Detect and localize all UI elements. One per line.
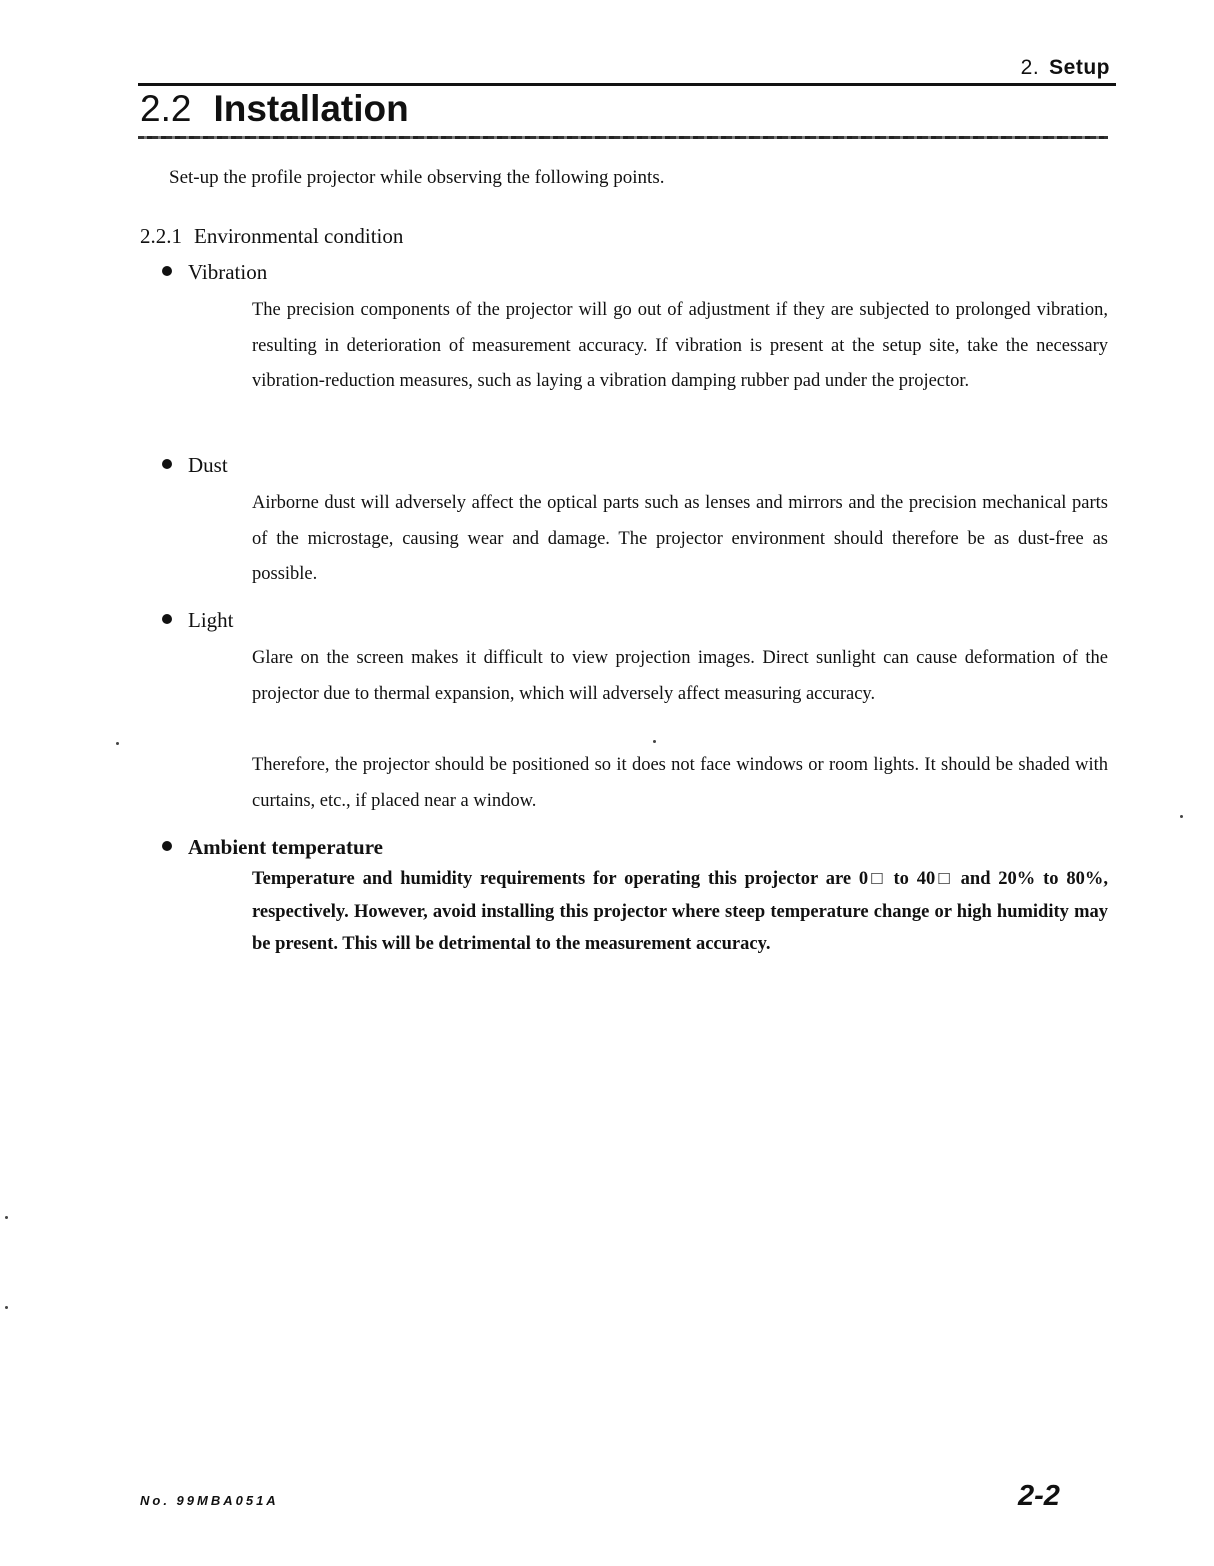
chapter-header: [1021, 56, 1110, 80]
bullet-ambient-temperature: [162, 834, 383, 860]
bullet-heading: Light: [188, 608, 234, 632]
paragraph-light-1: Glare on the screen makes it difficult to view projection images. Direct sunlight can cause deformation of the projector due to thermal expansion, which will adversely affect measuring accuracy.: [252, 648, 1108, 704]
bullet-dot-icon: [162, 841, 172, 851]
section-rule: [138, 136, 1108, 139]
scan-speck: [1180, 815, 1183, 818]
section-title: [140, 86, 409, 132]
chapter-number: 2.: [1020, 56, 1040, 79]
document-number: No. 99MBA051A: [140, 1493, 279, 1508]
bullet-dot-icon: [162, 459, 172, 469]
subsection-title: Environmental condition: [194, 224, 404, 248]
bullet-vibration: [162, 259, 267, 285]
paragraph-light-2: Therefore, the projector should be positioned so it does not face windows or room lights. It should be shaded with curtains, etc., if placed near a window.: [252, 755, 1108, 811]
bullet-heading: Vibration: [188, 260, 268, 284]
paragraph-vibration: The precision components of the projector will go out of adjustment if they are subjected to prolonged vibration, resulting in deterioration of measurement accuracy. If vibration is present at the setup site, take the necessary vibration-reduction measures, such as laying a vibration damping rubber pad under the projector.: [252, 300, 1108, 391]
page-number: 2-2: [1018, 1480, 1060, 1512]
bullet-heading: Ambient temperature: [188, 835, 383, 859]
subsection-heading: [140, 223, 403, 249]
bullet-dust: [162, 452, 228, 478]
paragraph-dust: Airborne dust will adversely affect the optical parts such as lenses and mirrors and the precision mechanical parts of the microstage, causing wear and damage. The projector environment should therefore be as dust-free as possible.: [252, 493, 1108, 584]
bullet-heading: Dust: [188, 453, 228, 477]
section-title-text: Installation: [213, 88, 409, 129]
subsection-number: 2.2.1: [140, 224, 182, 248]
bullet-light: [162, 607, 234, 633]
scan-speck: [116, 742, 119, 745]
chapter-title: Setup: [1049, 56, 1110, 79]
scan-speck: [653, 740, 656, 743]
paragraph-ambient-temperature: Temperature and humidity requirements for operating this projector are 0□ to 40□ and 20% to 80%, respectively. However, avoid installing this projector where steep temperature change or high humidity may be present. This will be detrimental to the measurement accuracy.: [252, 869, 1108, 954]
scan-speck: [5, 1216, 8, 1219]
scan-speck: [5, 1306, 8, 1309]
intro-text: Set-up the profile projector while observing the following points.: [169, 167, 665, 188]
bullet-dot-icon: [162, 266, 172, 276]
bullet-dot-icon: [162, 614, 172, 624]
section-number: 2.2: [140, 88, 192, 129]
